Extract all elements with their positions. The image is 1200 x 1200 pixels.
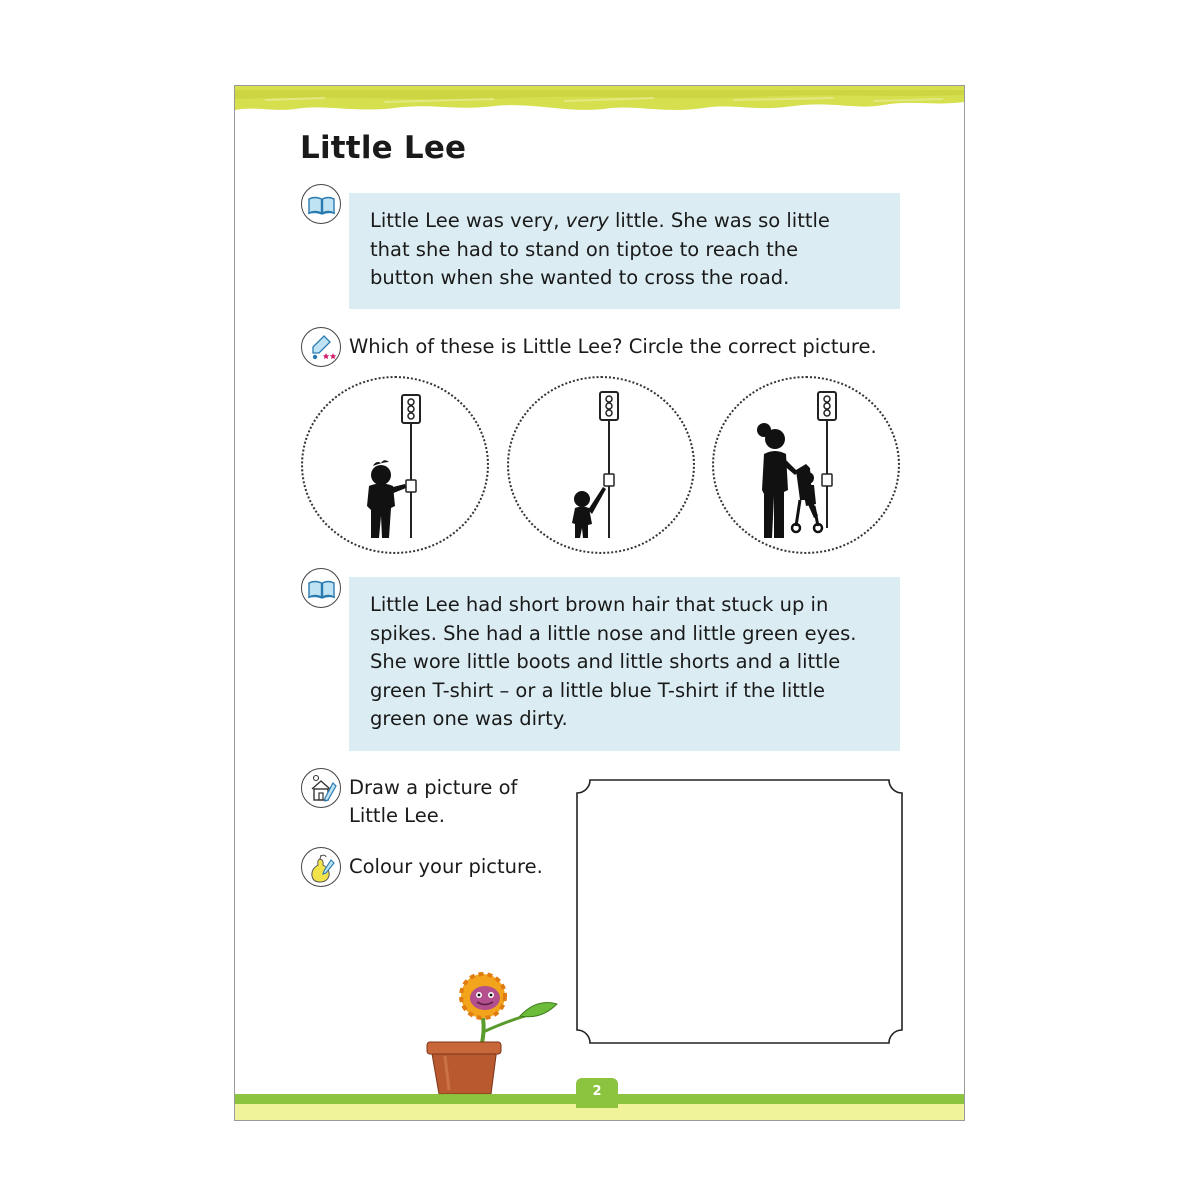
reading-passage-2 [349, 577, 900, 751]
woman-with-pushchair-silhouette [714, 378, 898, 552]
passage-2-line: She wore little boots and little shorts and a little [370, 650, 841, 673]
pear-colouring-icon [301, 847, 341, 887]
house-drawing-icon [301, 768, 341, 808]
question-text: Which of these is Little Lee? Circle the correct picture. [349, 335, 877, 358]
pencil-stars-icon [301, 327, 341, 367]
draw-instruction [349, 774, 517, 830]
flower-pot-character-illustration [415, 952, 565, 1102]
colour-instruction: Colour your picture. [349, 855, 543, 878]
choice-pushchair-picture[interactable] [712, 376, 900, 554]
toddler-reaching-button-silhouette [509, 378, 693, 552]
choice-toddler-picture[interactable] [507, 376, 695, 554]
passage-2-line: spikes. She had a little nose and little green eyes. [370, 621, 857, 645]
passage-1-line-2: that she had to stand on tiptoe to reach the [370, 237, 799, 261]
draw-instruction-line-1: Draw a picture of [349, 776, 518, 799]
draw-instruction-line-2: Little Lee. [349, 804, 445, 827]
emphasis-word: very [565, 209, 609, 232]
passage-2-line: green one was dirty. [370, 707, 568, 730]
book-icon [301, 568, 341, 608]
passage-2-line: Little Lee had short brown hair that stuck up in [370, 593, 829, 616]
page-number: 2 [576, 1078, 618, 1108]
workbook-page [234, 85, 965, 1121]
top-decorative-band [235, 86, 964, 126]
book-icon [301, 184, 341, 224]
boy-at-traffic-light-silhouette [303, 378, 487, 552]
page-title: Little Lee [300, 130, 467, 166]
passage-2-line: green T-shirt – or a little blue T-shirt if the little [370, 678, 825, 702]
choice-boy-picture[interactable] [301, 376, 489, 554]
drawing-frame[interactable] [576, 779, 903, 1044]
passage-1-line-1: Little Lee was very, very little. She was so little [370, 209, 830, 232]
passage-1-line-3: button when she wanted to cross the road. [370, 266, 790, 289]
reading-passage-1 [349, 193, 900, 309]
